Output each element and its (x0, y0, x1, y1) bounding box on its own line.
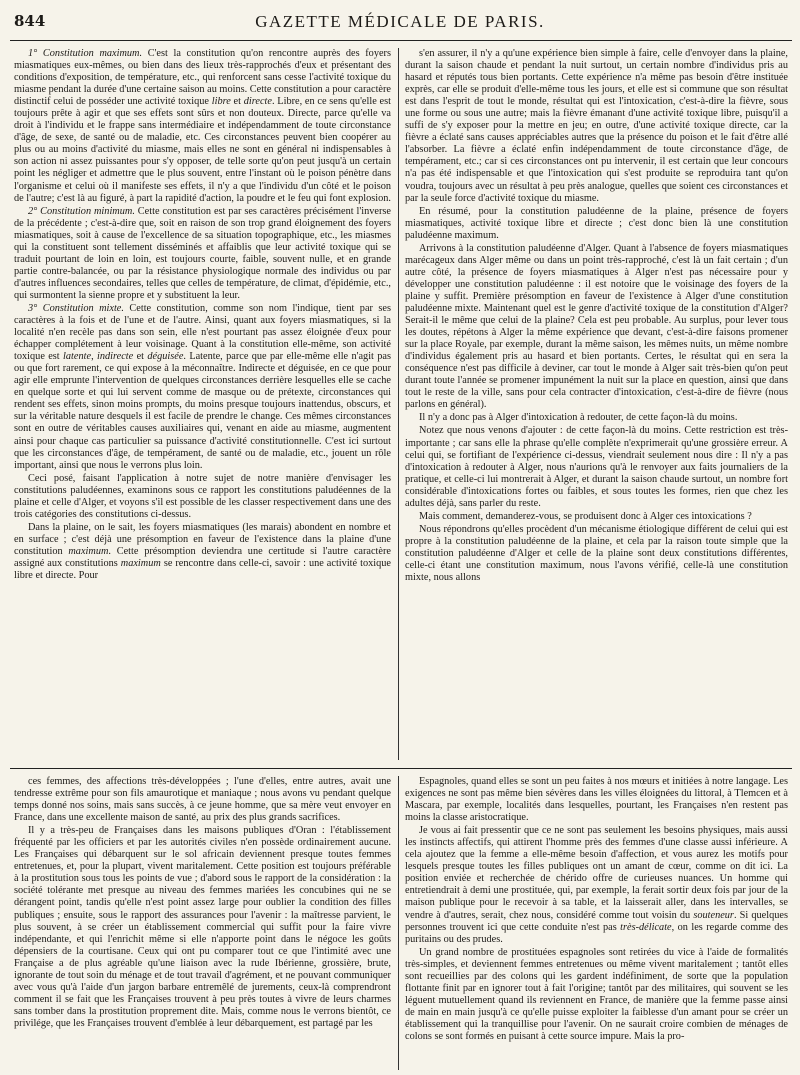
paragraph: Un grand nombre de prostituées espagnoles sont retirées du vice à l'aide de formalités très-simples, et deviennent femmes entretenues ou même vivent maritalement ; tantôt elles sont recueillies par des colons qui les gardent indéfiniment, de sorte que la population flottante finit par en ignorer tout à fait l'origine; tantôt par des militaires, qui souvent se les léguent mutuellement quand ils reviennent en France, de manière que la femme passe ainsi de main en main jusqu'à ce qu'elle puisse exploiter la faiblesse d'un amant pour se créer un établissement qui la tranquillise pour l'avenir. On ne saurait croire combien de ménages de colons se sont formés en puisant à cette source impure. Mais la pro- (405, 946, 788, 1042)
paragraph: En résumé, pour la constitution paludéenne de la plaine, présence de foyers miasmatiques, activité toxique libre et directe ; c'est donc bien là une constitution paludéenne maximum. (405, 205, 788, 241)
italic-run: directe (243, 96, 272, 108)
italic-run: latente (63, 351, 92, 363)
column-lower-right (405, 776, 788, 1070)
column-upper-right (405, 48, 788, 760)
paragraph: Espagnoles, quand elles se sont un peu faites à nos mœurs et initiées à notre langage. Les exigences ne sont pas même bien sévères dans les villes éloignées du littoral, à Tlemcen et à Mascara, par exemple, localités dans lesquelles, pourtant, les Françaises n'en restent pas moins la classe aristocratique. (405, 776, 788, 824)
page-header (0, 12, 800, 38)
paragraph: Dans la plaine, on le sait, les foyers miasmatiques (les marais) abondent en nombre et en surface ; c'est déjà une présomption en faveur de l'existence dans la plaine d'une constitution maximum. Cette présomption deviendra une certitude si l'autre caractère assigné aux constitutions maximum se rencontre dans celle-ci, savoir : une activité toxique libre et directe. Pour (14, 521, 391, 582)
paragraph: Nous répondrons qu'elles procèdent d'un mécanisme étiologique différent de celui qui est propre à la constitution paludéenne de la plaine, et cela par la raison toute simple que la constitution paludéenne d'Alger et celle de la plaine sont deux constitutions différentes, celle-ci étant une constitution maximum, nous l'avons vérifié, celle-là une constitution mixte, nous allons (405, 523, 788, 584)
paragraph: Je vous ai fait pressentir que ce ne sont pas seulement les besoins physiques, mais aussi les instincts affectifs, qui attirent l'homme près des femmes d'une classe aussi inférieure. A cela ajoutez que la femme a elle-même besoin d'affection, et vous aurez les motifs pour lesquels presque toutes les filles publiques ont un amant de cœur, comme on dit ici. La position enviée et recherchée de chérido offre de curieuses nuances. Un homme qui entretiendrait à demi une prostituée, qui, par exemple, la ferait sortir deux fois par jour de la maison publique pour le recevoir à sa table, et la laisserait aller, dans les intervalles, se vendre à d'autres, serait, chez nous, considéré comme tout voisin du souteneur. Si quelques personnes trouvent ici que cette conduite n'est pas très-délicate, on les regarde comme des puritains ou des prudes. (405, 825, 788, 945)
column-lower-left (14, 776, 391, 1070)
header-rule (10, 40, 792, 41)
section-divider (10, 768, 792, 769)
italic-run: souteneur (693, 909, 734, 921)
page-number: 844 (14, 12, 46, 30)
italic-run: 1° Constitution maximum. (28, 48, 143, 59)
paragraph: 1° Constitution maximum. C'est la constitution qu'on rencontre auprès des foyers miasmatiques eux-mêmes, ou bien dans des lieux très-rapprochés d'eux et présentant des conditions d'exposition, de température, etc., qui renforcent sans cesse l'activité toxique du miasme pendant la durée d'une certaine saison au moins. Cette constitution a pour caractère distinctif celui de posséder une activité toxique libre et directe. Libre, en ce sens qu'elle est toujours prête à agir et que ses effets sont sûrs et non douteux. Directe, parce qu'elle va droit à l'individu et le frappe sans intermédiaire et indépendamment de toute circonstance d'âge, de sexe, de santé ou de maladie, etc. Ces circonstances peuvent bien coopérer au plus ou au moins d'activité du miasme, mais elles ne sont en général ni indispensables à son action ni assez puissantes pour s'y opposer, de telle sorte qu'on peut jusqu'à un certain point les négliger et admettre que le plus souvent, entre l'instant où le poison pénètre dans l'organisme et celui où il manifeste ses effets, il n'y a que l'individu d'un côté et le poison de l'autre; c'est là au figuré, à part la rapidité d'action, la poudre et le feu qui font explosion. (14, 48, 391, 204)
column-upper-left (14, 48, 391, 760)
column-divider-upper (398, 48, 399, 760)
paragraph: Il n'y a donc pas à Alger d'intoxication à redouter, de cette façon-là du moins. (419, 412, 738, 424)
italic-run: 2° Constitution minimum. (28, 205, 135, 217)
paragraph: Notez que nous venons d'ajouter : de cette façon-là du moins. Cette restriction est très-importante ; car sans elle la phrase qu'elle complète n'exprimerait qu'une grossière erreur. A celui qui, se fortifiant de l'expérience ci-dessus, viendrait seulement nous dire : Il n'y a pas d'intoxication à redouter à Alger, nous n'aurions qu'à le renvoyer aux faits journaliers de la pratique, et celle-ci lui montrerait à Alger, et durant la saison chaude surtout, un nombre fort considérable d'intoxications fortes ou faibles, et sous toutes les formes, rien que chez les adultes déjà, sans parler du reste. (405, 425, 788, 509)
italic-run: indirecte (97, 351, 134, 363)
paragraph: Mais comment, demanderez-vous, se produisent donc à Alger ces intoxications ? (419, 510, 752, 522)
italic-run: libre (211, 96, 231, 108)
paragraph: Il y a très-peu de Françaises dans les maisons publiques d'Oran : l'établissement fréquenté par les officiers et par les autorités civiles n'en possède ordinairement aucune. Les Françaises qui débarquent sur le sol africain deviennent presque toutes femmes entretenues, et, pour la plupart, vivent maritalement. Cette position est toujours préférable à la prostitution sous tous les points de vue ; d'abord sous le rapport de la considération : la société tolérante met presque au niveau des femmes mariées les concubines qui ne se dérangent point, tandis qu'elle n'est point assez large pour oublier la condition des filles publiques ; ensuite, sous le rapport des assurances pour l'avenir : la maîtresse parvient, le plus souvent, à se créer un établissement commercial qui suffit pour la faire vivre indépendante, et qui l'enrichit même si elle n'apporte point dans le négoce les goûts dépensiers de la courtisane. Ceux qui ont pu comparer tout ce que l'intimité avec une Française a de plus agréable qu'une liaison avec la rude Ibérienne, grossière, brute, ignorante de tout soin du ménage et de tout travail d'agrément, et ne pouvant communiquer avec vous qu'à l'aide d'un jargon barbare entremêlé de jurements, ceux-là comprendront comment il se fait que les Françaises trouvent à peu près toutes à vivre de leurs charmes sans tomber dans la prostitution proprement dite. Mais, comme nous le verrons bientôt, ce privilége, que les Françaises trouvent d'emblée à leur débarquement, est partagé par les (14, 825, 391, 1029)
italic-run: maximum (120, 557, 161, 569)
paragraph: 3° Constitution mixte. Cette constitution, comme son nom l'indique, tient par ses caractères à la fois et de l'une et de l'autre. Ainsi, quant aux foyers miasmatiques, si la localité n'en recèle pas dans son sein, elle n'est pourtant pas assez éloignée d'eux pour échapper complétement à leur voisinage. Quant à la constitution elle-même, son activité toxique est latente, indirecte et déguisée. Latente, parce que par elle-même elle n'agit pas ou que fort rarement, ce qui expose à la méconnaître. Indirecte et déguisée, en ce que pour agir elle emprunte l'intervention de quelques circonstances derrière lesquelles elle se cache en quelque sorte et qui lui servent comme de masque ou de prétexte, circonstances qui rendent ses effets, sinon moins prompts, du moins presque toujours inattendus, obscurs, et sur la véritable nature desquels il est facile de prendre le change. Ces mêmes circonstances sont en outre de véritables causes auxiliaires qui, venant en aide au miasme, augmentent ainsi pour chaque cas particulier sa puissance d'activité constitutionnelle. C'est ici surtout que les circonstances d'âge, de tempérament, de santé ou de maladie, etc., jouent un rôle important, ainsi que nous le verrons plus loin. (14, 302, 391, 471)
paragraph: 2° Constitution minimum. Cette constitution est par ses caractères précisément l'inverse de la précédente ; c'est-à-dire que, soit en raison de son trop grand éloignement des foyers miasmatiques, soit à cause de l'excellence de sa situation topographique, etc., les miasmes qui la constituent sont tellement disséminés et affaiblis que leur activité toxique qui se traduit pourtant de loin en loin, est toujours courte, faible, souvent nulle, et en grande partie contre-balancée, ou par la résistance physiologique normale des individus ou par d'autres influences secondaires, telles que celles de température, de climat, d'épidémie, etc., qui surmontent la sienne propre et y substituent la leur. (14, 205, 391, 301)
paragraph: Arrivons à la constitution paludéenne d'Alger. Quant à l'absence de foyers miasmatiques marécageux dans Alger même ou dans un point très-rapproché, c'est là un fait certain ; d'un autre côté, la présence de foyers miasmatiques à Alger n'est pas nécessaire pour y développer une constitution paludéenne : il est notoire que le voisinage des foyers de la plaine y suffit. Première présomption en faveur de l'existence à Alger d'une constitution paludéenne mixte. Maintenant quel est le genre d'activité toxique de la constitution d'Alger? Serait-il le même que celui de la plaine? Cela est peu probable. Au surplus, pour lever tous les doutes, répétons à Alger la même expérience que devant, c'est-à-dire faisons promener sur la place Royale, par exemple, durant la même saison, les mêmes nuits, un même nombre d'individus également pris au hasard et bien portants. Certes, le résultat qui en sera la conséquence n'est pas difficile à deviner, car tout le monde à Alger sait très-bien qu'on peut durant toute l'année se promener impunément la nuit sur la place en question, ainsi que dans tout le reste de la ville, sans pour cela contracter d'intoxication, c'est-à-dire de fièvre (nous parlons en général). (405, 242, 788, 411)
italic-run: très-délicate (620, 921, 672, 933)
column-divider-lower (398, 776, 399, 1070)
italic-run: maximum (68, 545, 109, 557)
paragraph: Ceci posé, faisant l'application à notre sujet de notre manière d'envisager les constitutions paludéennes, examinons sous ce rapport les constitutions paludéennes de la plaine et celle d'Alger, et voyons s'il est possible de les classer respectivement dans une des trois catégories des constitutions ci-dessus. (14, 472, 391, 520)
italic-run: 3° Constitution mixte. (28, 302, 124, 314)
italic-run: déguisée (147, 351, 184, 363)
paragraph: ces femmes, des affections très-développées ; l'une d'elles, entre autres, avait une tendresse extrême pour son fils amaurotique et maniaque ; nous avons vu pendant quelque temps donné nos soins, mais sans succès, à ce jeune homme, que sa mère veut envoyer en France, dans une excellente maison de santé, au prix des plus grands sacrifices. (14, 776, 391, 824)
journal-title: GAZETTE MÉDICALE DE PARIS. (255, 12, 545, 31)
paragraph: s'en assurer, il n'y a qu'une expérience bien simple à faire, celle d'envoyer dans la plaine, durant la saison chaude et pendant la nuit surtout, un certain nombre d'individus pris au hasard et réputés tous bien portants. Cette expérience n'a même pas besoin d'être instituée exprès, car elle se produit d'elle-même tous les jours, et elle est si commune que son résultat est dans l'esprit de tout le monde, résultat qui est l'intoxication, c'est-à-dire la fièvre, sous une forme ou sous une autre; mais la fièvre émanant d'une activité toxique libre, puisqu'il a suffi de s'y exposer pour la mettre en jeu; en outre, d'une activité toxique directe, car la fièvre a éclaté sans causes appréciables autres que la présence du poison et le fait d'être allé l'absorber. La fièvre a éclaté enfin indépendamment de toute circonstance d'âge, de tempérament, etc.; car si ces circonstances ont pu intervenir, il est certain que leur concours n'a pas été indispensable et que l'intoxication qui s'est produite se reproduira tant qu'on voudra, toujours avec un résultat à peu près analogue, quelles que soient ces circonstances et par la seule force d'activité toxique du miasme. (405, 48, 788, 204)
